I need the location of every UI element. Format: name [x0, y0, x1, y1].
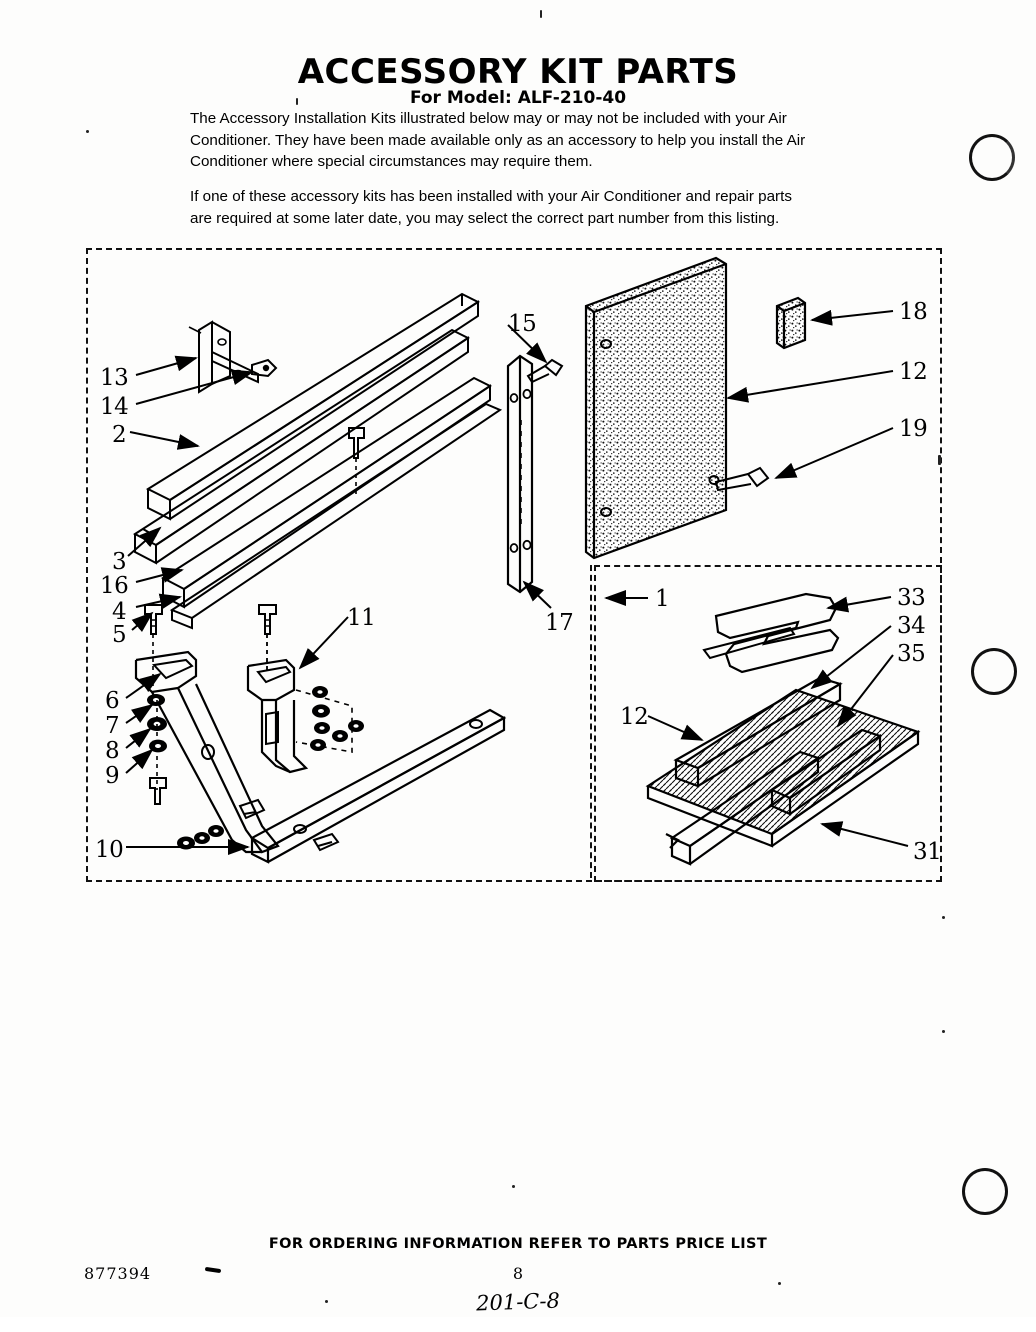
- intro-paragraph-2: If one of these accessory kits has been installed with your Air Conditioner and repair parts are required at some later date, you may select the correct part number from this listing.: [190, 188, 792, 227]
- document-part-number: 877394: [84, 1264, 152, 1283]
- scan-speckle: [778, 1282, 781, 1285]
- callout-31: 31: [913, 839, 942, 865]
- hole-punch-mark-bottom: [962, 1168, 1008, 1215]
- page-title: ACCESSORY KIT PARTS: [297, 52, 739, 92]
- callout-13: 13: [100, 365, 129, 391]
- callout-17: 17: [545, 610, 574, 636]
- callout-2: 2: [112, 422, 127, 448]
- part-7-8-9-washers: [147, 694, 167, 790]
- callout-1: 1: [655, 586, 670, 612]
- part-12b-foam-base: [648, 690, 918, 846]
- part-33-seal-strip: [704, 594, 838, 672]
- callout-11: 11: [347, 605, 376, 631]
- callout-3: 3: [112, 549, 127, 575]
- part-12-foam-panel: [586, 258, 726, 558]
- callout-34: 34: [897, 613, 926, 639]
- page-number: 8: [512, 1264, 524, 1283]
- scan-speckle: [942, 916, 945, 919]
- callout-14: 14: [100, 394, 129, 420]
- callout-18: 18: [899, 299, 928, 325]
- hole-punch-mark-top: [969, 134, 1015, 181]
- callout-12-inset: 12: [620, 704, 649, 730]
- screw-lower-left: [150, 778, 166, 804]
- callout-9: 9: [105, 763, 120, 789]
- callout-33: 33: [897, 585, 926, 611]
- part-10-rail: [252, 710, 504, 862]
- part-4-rail: [172, 404, 500, 631]
- model-subtitle: For Model: ALF-210-40: [409, 88, 627, 108]
- scan-speckle: [938, 455, 941, 465]
- scan-speckle: [86, 130, 89, 133]
- callout-15: 15: [508, 311, 537, 337]
- callout-7: 7: [105, 713, 120, 739]
- scan-speckle: [296, 98, 298, 105]
- part-11-channel-bracket: [248, 634, 352, 772]
- part-17-angle-bracket: [508, 356, 532, 592]
- callout-6: 6: [105, 688, 120, 714]
- washer-cluster-right: [310, 686, 364, 751]
- scan-speckle: [942, 1030, 945, 1033]
- hole-punch-mark-middle: [971, 648, 1017, 695]
- callout-4: 4: [112, 599, 127, 625]
- ordering-information-note: FOR ORDERING INFORMATION REFER TO PARTS PRICE LIST: [268, 1236, 768, 1252]
- callout-16: 16: [100, 573, 129, 599]
- callout-35: 35: [897, 641, 926, 667]
- callout-19: 19: [899, 416, 928, 442]
- callout-10: 10: [95, 837, 124, 863]
- scan-speckle: [512, 1185, 515, 1188]
- part-14-fastener: [252, 360, 276, 376]
- part-18-foam-block: [777, 298, 805, 348]
- part-13-bracket: [189, 322, 258, 392]
- scan-speckle: [325, 1300, 328, 1303]
- callout-12: 12: [899, 359, 928, 385]
- callout-8: 8: [105, 738, 120, 764]
- washer-cluster-bottom: [177, 825, 224, 850]
- scan-speckle: [540, 10, 542, 18]
- intro-paragraph-1: The Accessory Installation Kits illustrated below may or may not be included with your Air Conditioner. They have been made available only as an accessory to help you install the Air Conditioner where special circumstances may require them.: [190, 110, 806, 170]
- handwritten-annotation: 201-C-8: [475, 1288, 561, 1316]
- part-16-rail: [163, 378, 490, 607]
- callout-5: 5: [112, 622, 127, 648]
